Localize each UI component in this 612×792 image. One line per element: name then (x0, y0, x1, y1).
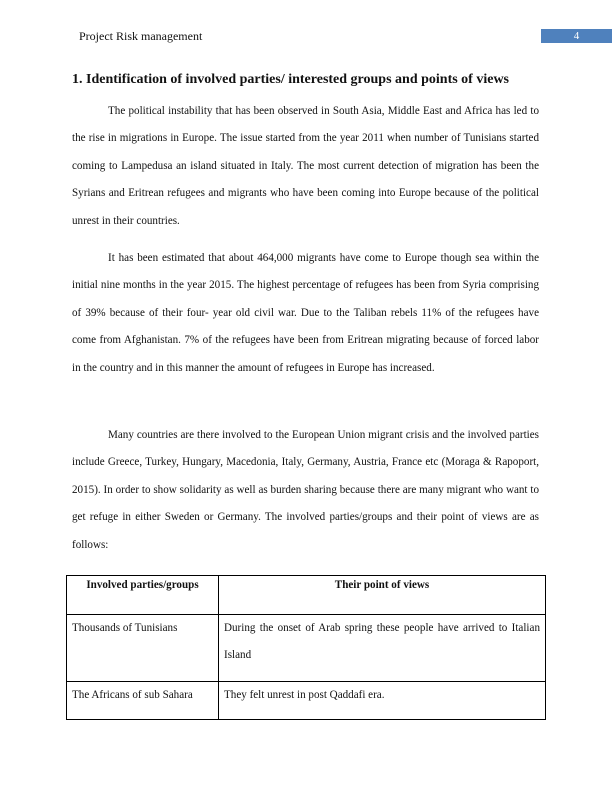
table-cell-party: Thousands of Tunisians (67, 615, 219, 682)
table-cell-party: The Africans of sub Sahara (67, 682, 219, 720)
table-cell-view: During the onset of Arab spring these people have arrived to Italian Island (219, 615, 546, 682)
page-number-badge: 4 (541, 29, 612, 43)
table-cell-view: They felt unrest in post Qaddafi era. (219, 682, 546, 720)
table-header-parties: Involved parties/groups (67, 576, 219, 615)
section-heading: 1. Identification of involved parties/ interested groups and points of views (72, 72, 510, 87)
table-header-row (67, 576, 546, 615)
body-paragraph-3: Many countries are there involved to the European Union migrant crisis and the involved parties include Greece, Turkey, Hungary, Macedonia, Italy, Germany, Austria, France etc (Moraga & Rapoport, 2015). In order to show solidarity as well as burden sharing because there are many migrant who want to get refuge in either Sweden or Germany. The involved parties/groups and their point of views are as follows: (72, 429, 539, 551)
table-row (67, 682, 546, 720)
body-paragraph-2: It has been estimated that about 464,000 migrants have come to Europe though sea within the initial nine months in the year 2015. The highest percentage of refugees has been from Syria comprising of 39% because of their four- year old civil war. Due to the Taliban rebels 11% of the refugees have come from Afghanistan. 7% of the refugees have been from Eritrean migrating because of forced labor in the country and in this manner the amount of refugees in Europe has increased. (72, 252, 539, 374)
table-header-views: Their point of views (219, 576, 546, 615)
running-header-title: Project Risk management (79, 29, 203, 43)
body-paragraph-1: The political instability that has been observed in South Asia, Middle East and Africa has led to the rise in migrations in Europe. The issue started from the year 2011 when number of Tunisians started coming to Lampedusa an island situated in Italy. The most current detection of migration has been the Syrians and Eritrean refugees and migrants who have been coming into Europe because of the political unrest in their countries. (72, 105, 539, 227)
parties-table (66, 575, 546, 720)
table-row (67, 615, 546, 682)
